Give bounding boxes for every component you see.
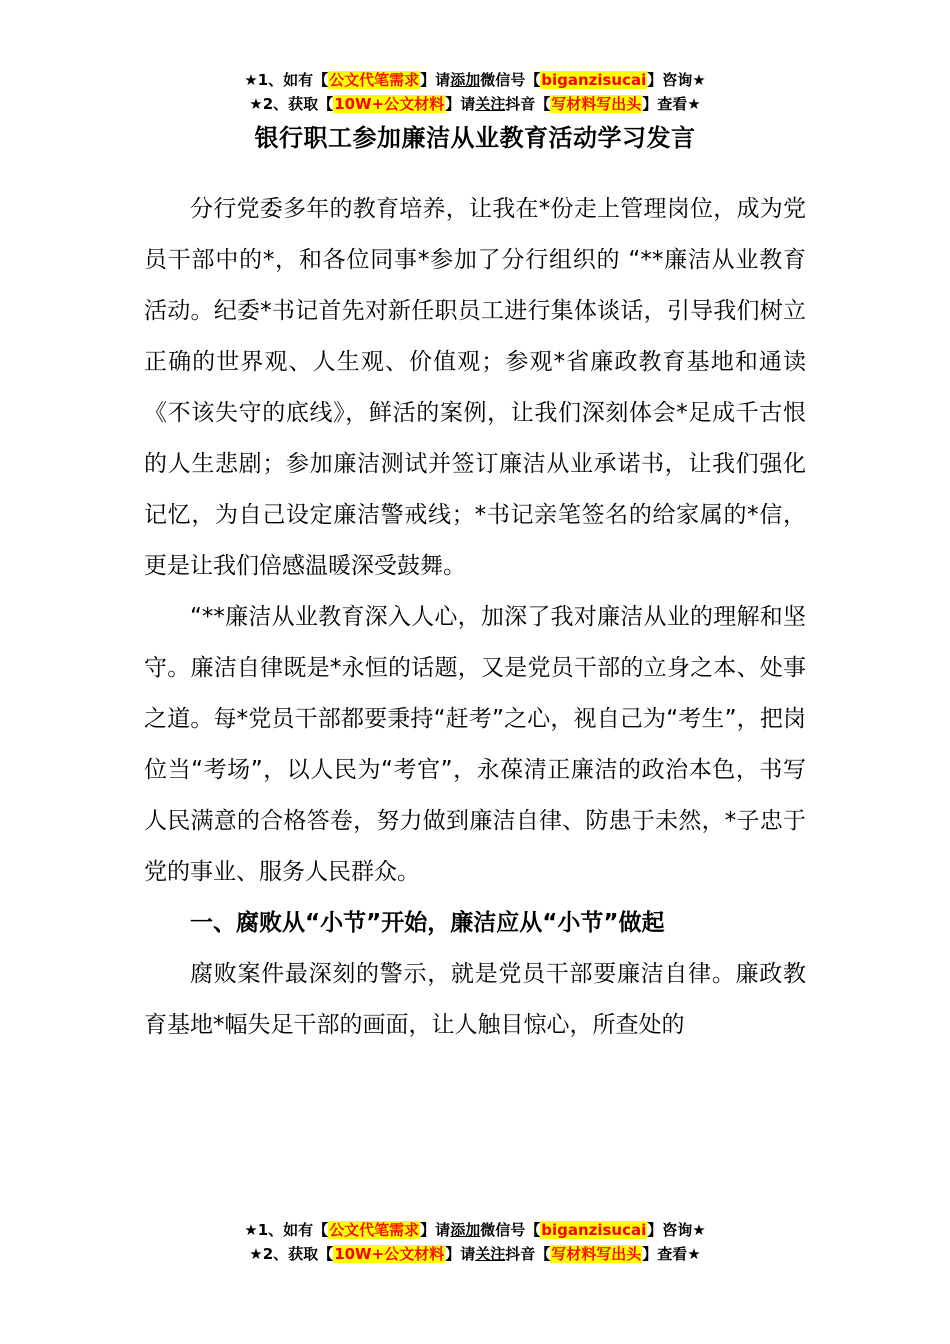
section-heading-1: 一、腐败从“小节”开始，廉洁应从“小节”做起: [190, 910, 665, 936]
header-banner: [0, 68, 950, 116]
banner-text: 抖音【: [505, 1245, 551, 1263]
banner-text: 】查看★: [642, 95, 701, 113]
highlight-wechat-id: biganzisucai: [541, 71, 647, 89]
banner-text: 】咨询★: [647, 71, 706, 89]
paragraph-2: “**廉洁从业教育深入人心，加深了我对廉洁从业的理解和坚守。廉洁自律既是*永恒的话题，又是党员干部的立身之本、处事之道。每*党员干部都要秉持“赶考”之心，视自己为“考生”，把岗位当“考场”，以人民为“考官”，永葆清正廉洁的政治本色，书写人民满意的合格答卷，努力做到廉洁自律、防患于未然，*子忠于党的事业、服务人民群众。: [144, 604, 806, 885]
banner-text: 微信号【: [480, 1221, 541, 1239]
banner-text: 】咨询★: [647, 1221, 706, 1239]
highlight-materials: 10W+公文材料: [334, 95, 445, 113]
banner-line-2: [0, 1242, 950, 1266]
banner-underlined: 关注: [475, 95, 506, 113]
banner-text: 抖音【: [505, 95, 551, 113]
banner-text: 】请: [420, 1221, 451, 1239]
highlight-materials: 10W+公文材料: [334, 1245, 445, 1263]
highlight-douyin-account: 写材料写出头: [551, 95, 642, 113]
banner-line-2: [0, 92, 950, 116]
banner-text: ★1、如有【: [244, 1221, 329, 1239]
banner-text: 】请: [445, 95, 476, 113]
paragraph-1: 分行党委多年的教育培养，让我在*份走上管理岗位，成为党员干部中的*，和各位同事*参加了分行组织的 “**廉洁从业教育活动。纪委*书记首先对新任职员工进行集体谈话，引导我们树立正确的世界观、人生观、价值观；参观*省廉政教育基地和通读《不该失守的底线》，鲜活的案例，让我们深刻体会*足成千古恨的人生悲剧；参加廉洁测试并签订廉洁从业承诺书，让我们强化记忆，为自己设定廉洁警戒线；*书记亲笔签名的给家属的*信，更是让我们倍感温暖深受鼓舞。: [144, 196, 806, 579]
banner-line-1: [0, 1218, 950, 1242]
banner-underlined: 添加: [450, 1221, 481, 1239]
banner-underlined: 添加: [450, 71, 481, 89]
banner-text: 】查看★: [642, 1245, 701, 1263]
banner-text: ★2、获取【: [249, 1245, 334, 1263]
banner-text: 微信号【: [480, 71, 541, 89]
highlight-service: 公文代笔需求: [329, 71, 420, 89]
banner-text: 】请: [420, 71, 451, 89]
highlight-wechat-id: biganzisucai: [541, 1221, 647, 1239]
banner-text: ★1、如有【: [244, 71, 329, 89]
document-body: [144, 184, 806, 1051]
highlight-service: 公文代笔需求: [329, 1221, 420, 1239]
footer-banner: [0, 1218, 950, 1266]
banner-text: ★2、获取【: [249, 95, 334, 113]
paragraph-3: 腐败案件最深刻的警示，就是党员干部要廉洁自律。廉政教育基地*幅失足干部的画面，让人触目惊心，所查处的: [144, 961, 806, 1038]
banner-underlined: 关注: [475, 1245, 506, 1263]
document-title: 银行职工参加廉洁从业教育活动学习发言: [254, 124, 696, 152]
banner-text: 】请: [445, 1245, 476, 1263]
highlight-douyin-account: 写材料写出头: [551, 1245, 642, 1263]
banner-line-1: [0, 68, 950, 92]
